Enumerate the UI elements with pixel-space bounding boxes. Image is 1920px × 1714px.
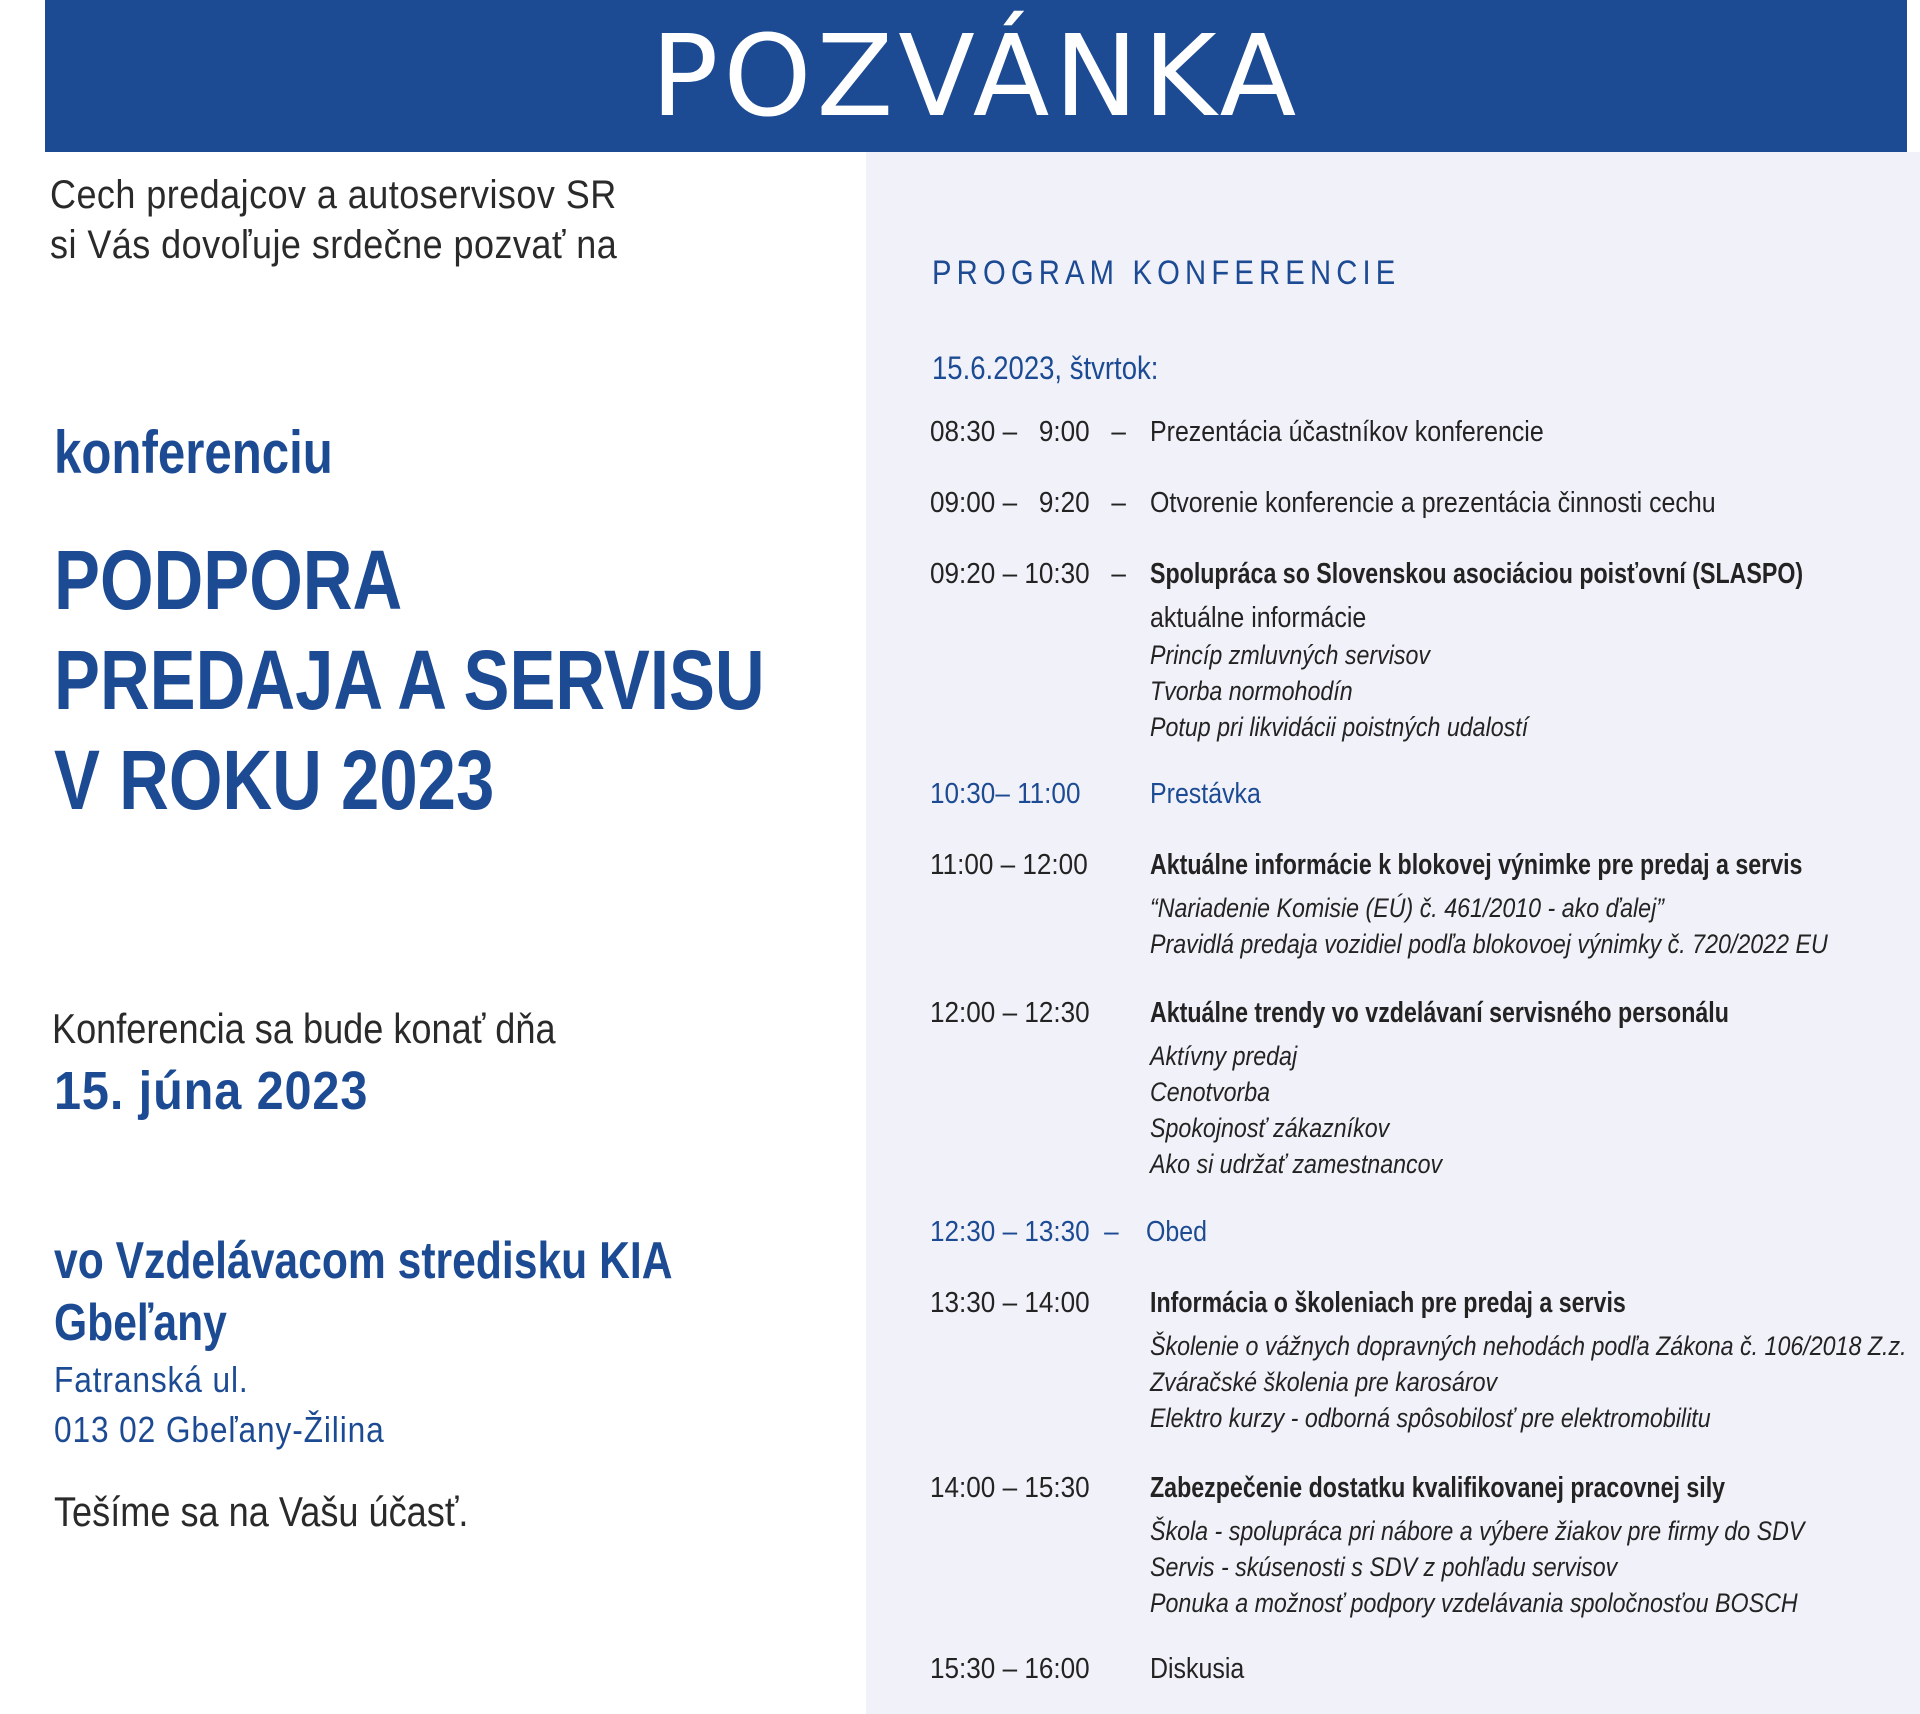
program-schedule: [930, 416, 1907, 1703]
item-subtopic: Zváračské školenia pre karosárov: [1150, 1367, 1498, 1397]
conference-title-line-1: PODPORA: [54, 533, 403, 627]
date-intro: Konferencia sa bude konať dňa: [52, 1005, 556, 1052]
item-subtopic: Elektro kurzy - odborná spôsobilosť pre elektromobilitu: [1150, 1403, 1711, 1433]
item-subtopic: Školenie o vážnych dopravných nehodách podľa Zákona č. 106/2018 Z.z.: [1150, 1331, 1907, 1361]
item-time: 14:00 – 15:30: [930, 1472, 1090, 1504]
item-subtopic: Cenotvorba: [1150, 1077, 1271, 1107]
conference-title-line-3: V ROKU 2023: [54, 733, 495, 827]
venue-line-1: vo Vzdelávacom stredisku KIA: [54, 1232, 673, 1290]
item-label: Spolupráca so Slovenskou asociáciou poisťovní (SLASPO): [1150, 558, 1804, 590]
schedule-item: [930, 1472, 1890, 1653]
item-time: 12:30 – 13:30 –: [930, 1216, 1119, 1248]
conference-label: konferenciu: [54, 419, 333, 486]
program-date: 15.6.2023, štvrtok:: [932, 350, 1159, 386]
item-label: Aktuálne informácie k blokovej výnimke pre predaj a servis: [1150, 849, 1803, 881]
item-time: 13:30 – 14:00: [930, 1287, 1090, 1319]
venue-name: [54, 1230, 808, 1354]
schedule-item: [930, 487, 1890, 558]
schedule-item: [930, 849, 1890, 997]
item-time: 10:30– 11:00: [930, 778, 1081, 810]
schedule-item: [930, 416, 1890, 487]
item-label: Aktuálne trendy vo vzdelávaní servisného personálu: [1150, 997, 1729, 1029]
item-label: Zabezpečenie dostatku kvalifikovanej pracovnej sily: [1150, 1472, 1726, 1504]
closing-text: Tešíme sa na Vašu účasť.: [54, 1488, 469, 1535]
item-subtopic: Ponuka a možnosť podpory vzdelávania spoločnosťou BOSCH: [1150, 1588, 1798, 1618]
item-time: 12:00 – 12:30: [930, 997, 1090, 1029]
address-city: 013 02 Gbeľany-Žilina: [54, 1409, 385, 1450]
schedule-item-break: [930, 778, 1890, 849]
schedule-item: [930, 997, 1890, 1216]
schedule-item: [930, 558, 1890, 778]
item-subtopic: Potup pri likvidácii poistných udalostí: [1150, 712, 1529, 742]
item-label: Prestávka: [1150, 778, 1261, 810]
schedule-item: [930, 1287, 1907, 1472]
venue-address: [54, 1355, 430, 1455]
item-time: 15:30 – 16:00: [930, 1653, 1090, 1685]
item-subtopic: Aktívny predaj: [1150, 1041, 1298, 1071]
address-street: Fatranská ul.: [54, 1359, 249, 1400]
item-label: Obed: [1146, 1216, 1208, 1248]
item-label: Prezentácia účastníkov konferencie: [1150, 416, 1544, 448]
conference-title: [54, 530, 921, 830]
header-bar: [45, 0, 1907, 152]
item-label: Diskusia: [1150, 1653, 1245, 1685]
page-title: POZVÁNKA: [650, 12, 1302, 142]
item-time: 08:30 – 9:00 –: [930, 416, 1126, 448]
intro-line-2: si Vás dovoľuje srdečne pozvať na: [50, 223, 618, 267]
schedule-item: [930, 1653, 1890, 1703]
item-note: aktuálne informácie: [1150, 602, 1367, 634]
program-title: PROGRAM KONFERENCIE: [932, 254, 1401, 292]
conference-date: 15. júna 2023: [54, 1061, 369, 1121]
item-time: 09:00 – 9:20 –: [930, 487, 1126, 519]
item-subtopic: Princíp zmluvných servisov: [1150, 640, 1431, 670]
conference-title-line-2: PREDAJA A SERVISU: [54, 633, 765, 727]
intro-line-1: Cech predajcov a autoservisov SR: [50, 173, 617, 217]
item-subtopic: Servis - skúsenosti s SDV z pohľadu servisov: [1150, 1552, 1618, 1582]
schedule-item-lunch: [930, 1216, 1890, 1287]
item-subtopic: Pravidlá predaja vozidiel podľa blokovoej výnimky č. 720/2022 EU: [1150, 929, 1828, 959]
item-subtopic: “Nariadenie Komisie (EÚ) č. 461/2010 - ako ďalej”: [1150, 893, 1664, 923]
item-time: 09:20 – 10:30 –: [930, 558, 1126, 590]
item-subtopic: Ako si udržať zamestnancov: [1150, 1149, 1443, 1179]
item-subtopic: Škola - spolupráca pri nábore a výbere žiakov pre firmy do SDV: [1150, 1516, 1805, 1546]
item-label: Otvorenie konferencie a prezentácia činnosti cechu: [1150, 487, 1716, 519]
intro-text: [50, 170, 680, 270]
item-time: 11:00 – 12:00: [930, 849, 1088, 881]
venue-line-2: Gbeľany: [54, 1294, 227, 1352]
item-label: Informácia o školeniach pre predaj a servis: [1150, 1287, 1626, 1319]
item-subtopic: Tvorba normohodín: [1150, 676, 1353, 706]
item-subtopic: Spokojnosť zákazníkov: [1150, 1113, 1390, 1143]
